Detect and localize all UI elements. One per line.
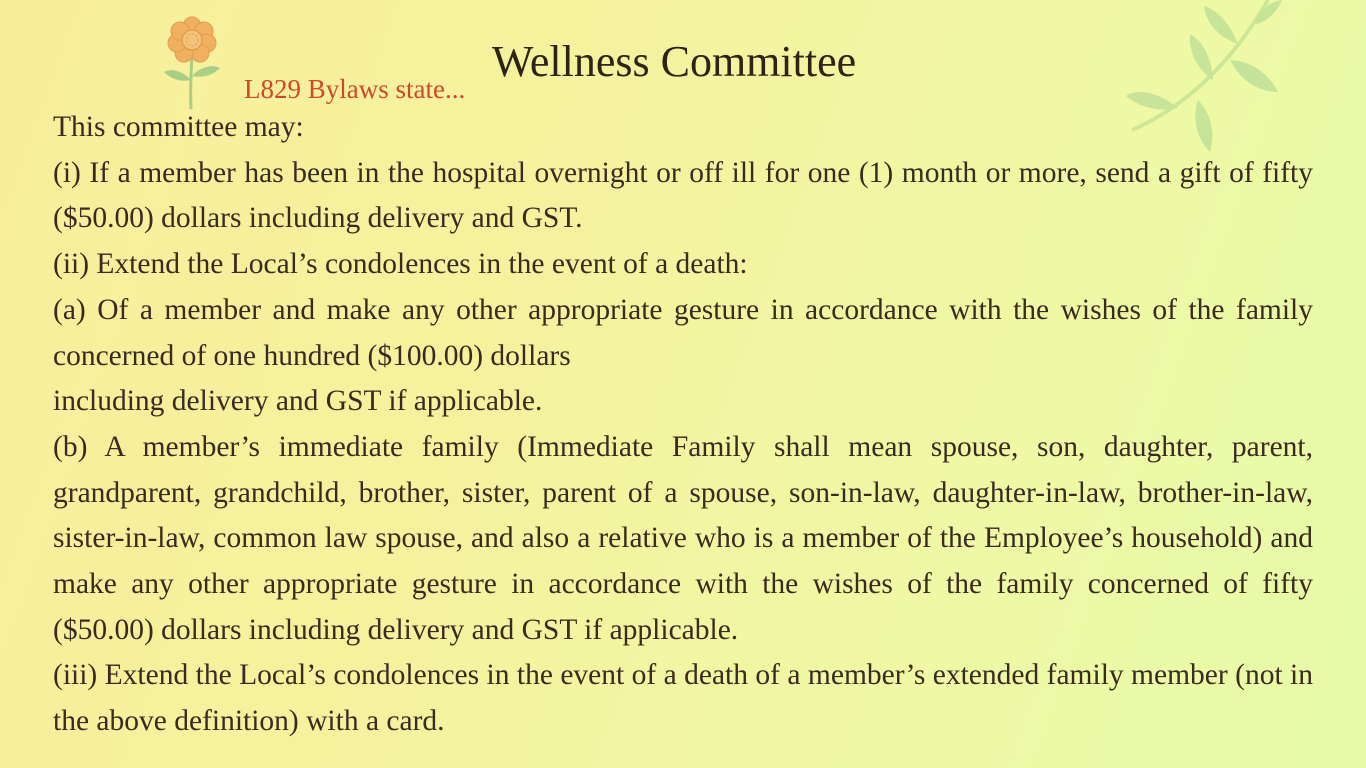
paragraph-item-iii: (iii) Extend the Local’s condolences in the event of a death of a member’s extended family member (not in the above definition) with a card. [53, 659, 1313, 738]
paragraph-item-ii: (ii) Extend the Local’s condolences in the event of a death: [53, 248, 748, 281]
paragraph-item-b: (b) A member’s immediate family (Immediate Family shall mean spouse, son, daughter, parent, grandparent, grandchild, brother, sister, parent of a spouse, son-in-law, daughter-in-law, brother-in-law, sister-in-law, common law spouse, and also a relative who is a member of the Employee’s household) and make any other appropriate gesture in accordance with the wishes of the family concerned of fifty ($50.00) dollars including delivery and GST if applicable. [53, 430, 1313, 646]
slide-title: Wellness Committee [491, 37, 857, 86]
bylaw-text [53, 105, 1313, 745]
paragraph-item-a-continued: including delivery and GST if applicable. [53, 385, 543, 418]
paragraph-item-i: (i) If a member has been in the hospital overnight or off ill for one (1) month or more, send a gift of fifty ($50.00) dollars including delivery and GST. [53, 156, 1313, 235]
paragraph-item-a: (a) Of a member and make any other appropriate gesture in accordance with the wishes of the family concerned of one hundred ($100.00) dollars [53, 293, 1313, 372]
slide-subtitle: L829 Bylaws state... [244, 74, 466, 104]
paragraph-intro: This committee may: [53, 111, 304, 143]
